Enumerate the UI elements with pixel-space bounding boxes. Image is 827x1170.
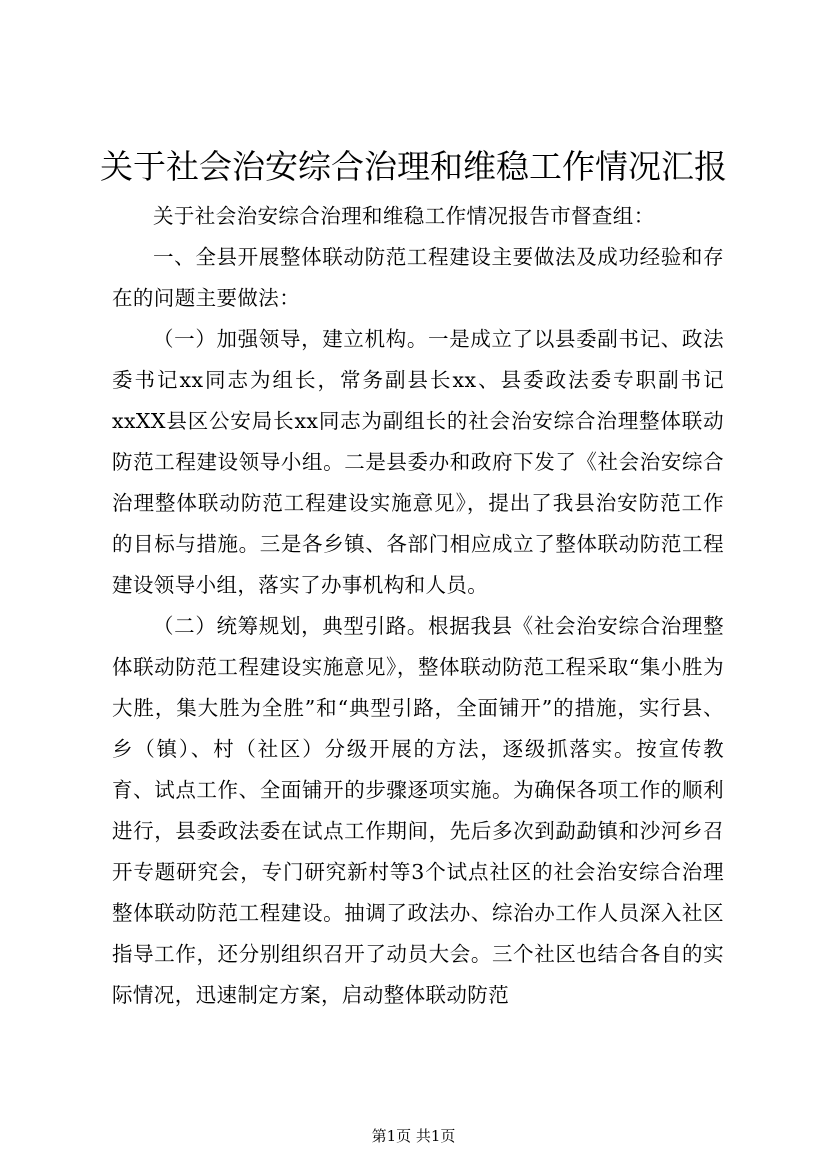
page-footer: 第1页 共1页: [371, 1127, 456, 1145]
paragraph-section-heading: 一、全县开展整体联动防范工程建设主要做法及成功经验和存在的问题主要做法：: [112, 245, 724, 310]
paragraph-recipient: 关于社会治安综合治理和维稳工作情况报告市督查组：: [153, 204, 655, 228]
paragraph-planning: （二）统筹规划，典型引路。根据我县《社会治安综合治理整体联动防范工程建设实施意见》，整体联动防范工程采取“集小胜为大胜，集大胜为全胜”和“典型引路，全面铺开”的措施，实行县、乡（镇）、村（社区）分级开展的方法，逐级抓落实。按宣传教育、试点工作、全面铺开的步骤逐项实施。为确保各项工作的顺利进行，县委政法委在试点工作期间，先后多次到勐勐镇和沙河乡召开专题研究会，专门研究新村等3个试点社区的社会治安综合治理整体联动防范工程建设。抽调了政法办、综治办工作人员深入社区指导工作，还分别组织召开了动员大会。三个社区也结合各自的实际情况，迅速制定方案，启动整体联动防范: [112, 614, 724, 1007]
document-title: 关于社会治安综合治理和维稳工作情况汇报: [100, 147, 727, 186]
paragraph-leadership: （一）加强领导，建立机构。一是成立了以县委副书记、政法委书记xx同志为组长，常务副县长xx、县委政法委专职副书记xxXX县区公安局长xx同志为副组长的社会治安综合治理整体联动防范工程建设领导小组。二是县委办和政府下发了《社会治安综合治理整体联动防范工程建设实施意见》，提出了我县治安防范工作的目标与措施。三是各乡镇、各部门相应成立了整体联动防范工程建设领导小组，落实了办事机构和人员。: [112, 327, 724, 597]
document-body: [112, 196, 724, 1016]
